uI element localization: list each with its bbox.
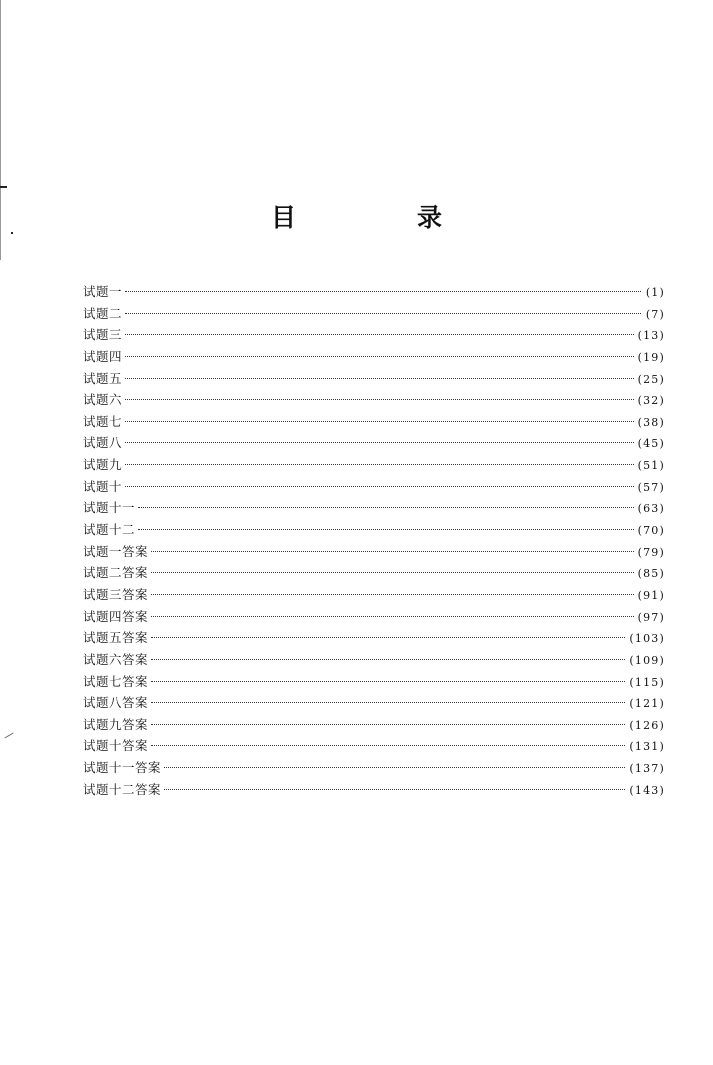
toc-entry-page-number: (115) bbox=[629, 675, 665, 689]
toc-entry-label: 试题二答案 bbox=[83, 565, 149, 581]
toc-entry-page-number: (7) bbox=[645, 307, 665, 321]
dot-leader bbox=[151, 724, 625, 725]
dot-leader bbox=[125, 356, 634, 357]
toc-entry-label: 试题八答案 bbox=[83, 695, 149, 711]
toc-entry-label: 试题十二 bbox=[83, 522, 136, 538]
toc-entry-page-number: (85) bbox=[637, 567, 665, 581]
dot-leader bbox=[151, 572, 634, 573]
toc-entry[interactable] bbox=[83, 346, 665, 368]
toc-entry-label: 试题七 bbox=[83, 413, 123, 429]
toc-entry-page-number: (45) bbox=[637, 437, 665, 451]
toc-entry-page-number: (1) bbox=[645, 286, 665, 299]
dot-leader bbox=[151, 551, 634, 552]
toc-entry-page-number: (121) bbox=[629, 697, 665, 711]
toc-entry-label: 试题九答案 bbox=[83, 716, 149, 732]
toc-entry-page-number: (143) bbox=[629, 783, 665, 797]
toc-entry-page-number: (109) bbox=[629, 653, 665, 667]
toc-entry[interactable] bbox=[83, 692, 665, 714]
toc-entry-label: 试题五答案 bbox=[83, 630, 149, 646]
toc-entry-label: 试题十 bbox=[83, 478, 123, 494]
toc-entry-page-number: (51) bbox=[637, 459, 665, 473]
dot-leader bbox=[138, 507, 634, 508]
toc-entry-label: 试题三答案 bbox=[83, 586, 149, 602]
toc-entry-page-number: (32) bbox=[637, 394, 665, 408]
toc-entry-page-number: (19) bbox=[637, 350, 665, 364]
toc-entry-label: 试题四 bbox=[83, 348, 123, 364]
dot-leader bbox=[151, 745, 625, 746]
toc-entry-label: 试题五 bbox=[83, 370, 123, 386]
dot-leader bbox=[125, 421, 634, 422]
scan-stroke bbox=[4, 733, 13, 739]
toc-entry-label: 试题一答案 bbox=[83, 543, 149, 559]
toc-entry[interactable] bbox=[83, 714, 665, 736]
toc-entry-label: 试题二 bbox=[83, 305, 123, 321]
toc-entry[interactable] bbox=[83, 432, 665, 454]
dot-leader bbox=[164, 789, 625, 790]
toc-entry[interactable] bbox=[83, 497, 665, 519]
dot-leader bbox=[151, 702, 625, 703]
toc-entry[interactable] bbox=[83, 454, 665, 476]
dot-leader bbox=[125, 399, 634, 400]
toc-entry-page-number: (79) bbox=[637, 545, 665, 559]
toc-entry-page-number: (70) bbox=[637, 524, 665, 538]
toc-entry-page-number: (91) bbox=[637, 588, 665, 602]
toc-entry-page-number: (126) bbox=[629, 718, 665, 732]
toc-entry-page-number: (25) bbox=[637, 372, 665, 386]
toc-entry[interactable] bbox=[83, 541, 665, 563]
dot-leader bbox=[125, 291, 641, 292]
toc-entry[interactable] bbox=[83, 757, 665, 779]
dot-leader bbox=[125, 313, 641, 314]
toc-entry-label: 试题十一答案 bbox=[83, 760, 162, 776]
toc-entry-page-number: (97) bbox=[637, 610, 665, 624]
toc-entry[interactable] bbox=[83, 389, 665, 411]
toc-entry-label: 试题七答案 bbox=[83, 673, 149, 689]
toc-entry[interactable] bbox=[83, 562, 665, 584]
toc-entry[interactable] bbox=[83, 606, 665, 628]
dot-leader bbox=[125, 378, 634, 379]
scan-edge-tick bbox=[0, 186, 7, 188]
toc-entry-label: 试题三 bbox=[83, 327, 123, 343]
dot-leader bbox=[151, 659, 625, 660]
dot-leader bbox=[151, 681, 625, 682]
toc-entry[interactable] bbox=[83, 368, 665, 390]
dot-leader bbox=[125, 486, 634, 487]
toc-entry-page-number: (13) bbox=[637, 329, 665, 343]
toc-entry-label: 试题一 bbox=[83, 284, 123, 299]
dot-leader bbox=[164, 767, 625, 768]
toc-entry-label: 试题十答案 bbox=[83, 738, 149, 754]
toc-entry[interactable] bbox=[83, 627, 665, 649]
toc-entry-page-number: (38) bbox=[637, 415, 665, 429]
toc-entry-label: 试题四答案 bbox=[83, 608, 149, 624]
toc-entry[interactable] bbox=[83, 303, 665, 325]
toc-entry-label: 试题六答案 bbox=[83, 651, 149, 667]
page-title: 目 录 bbox=[270, 203, 490, 232]
toc-entry-page-number: (103) bbox=[629, 632, 665, 646]
toc-entry[interactable] bbox=[83, 671, 665, 693]
toc-entry-page-number: (57) bbox=[637, 480, 665, 494]
toc-entry[interactable] bbox=[83, 649, 665, 671]
toc-entry[interactable] bbox=[83, 779, 665, 801]
toc-entry[interactable] bbox=[83, 735, 665, 757]
dot-leader bbox=[151, 637, 625, 638]
dot-leader bbox=[125, 334, 634, 335]
toc-entry-label: 试题八 bbox=[83, 435, 123, 451]
dot-leader bbox=[151, 616, 634, 617]
toc-entry-page-number: (131) bbox=[629, 740, 665, 754]
toc-entry[interactable] bbox=[83, 476, 665, 498]
table-of-contents bbox=[83, 281, 665, 800]
dot-leader bbox=[125, 464, 634, 465]
dot-leader bbox=[151, 594, 634, 595]
toc-entry[interactable] bbox=[83, 281, 665, 303]
toc-entry[interactable] bbox=[83, 411, 665, 433]
toc-entry-page-number: (137) bbox=[629, 762, 665, 776]
toc-entry-page-number: (63) bbox=[637, 502, 665, 516]
toc-entry-label: 试题十二答案 bbox=[83, 781, 162, 797]
toc-entry-label: 试题十一 bbox=[83, 500, 136, 516]
toc-entry-label: 试题九 bbox=[83, 457, 123, 473]
dot-leader bbox=[125, 442, 634, 443]
toc-entry-label: 试题六 bbox=[83, 392, 123, 408]
toc-entry[interactable] bbox=[83, 324, 665, 346]
toc-entry[interactable] bbox=[83, 584, 665, 606]
toc-entry[interactable] bbox=[83, 519, 665, 541]
dot-leader bbox=[138, 529, 634, 530]
